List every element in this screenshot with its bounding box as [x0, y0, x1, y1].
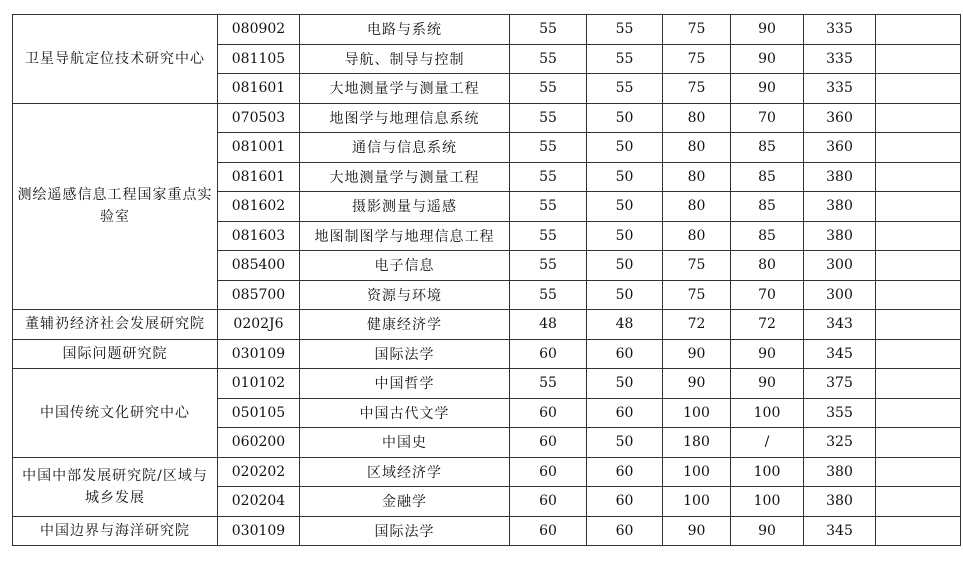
subject4-score-cell: / — [731, 428, 804, 458]
subject2-score-cell: 55 — [587, 15, 663, 45]
program-code-cell: 050105 — [218, 398, 300, 428]
subject4-score-cell: 90 — [731, 74, 804, 104]
subject3-score-cell: 72 — [663, 310, 731, 340]
note-cell — [876, 251, 961, 281]
total-score-cell: 380 — [804, 487, 876, 517]
subject4-score-cell: 85 — [731, 133, 804, 163]
total-score-cell: 360 — [804, 133, 876, 163]
subject4-score-cell: 100 — [731, 398, 804, 428]
table-row — [13, 310, 961, 340]
subject4-score-cell: 100 — [731, 457, 804, 487]
note-cell — [876, 369, 961, 399]
institute-name-cell: 卫星导航定位技术研究中心 — [13, 15, 218, 104]
subject4-score-cell: 72 — [731, 310, 804, 340]
note-cell — [876, 310, 961, 340]
note-cell — [876, 457, 961, 487]
table-row — [13, 457, 961, 487]
note-cell — [876, 280, 961, 310]
subject1-score-cell: 55 — [510, 44, 587, 74]
total-score-cell: 335 — [804, 74, 876, 104]
program-code-cell: 081602 — [218, 192, 300, 222]
subject2-score-cell: 60 — [587, 457, 663, 487]
subject2-score-cell: 50 — [587, 428, 663, 458]
total-score-cell: 360 — [804, 103, 876, 133]
subject3-score-cell: 80 — [663, 133, 731, 163]
note-cell — [876, 74, 961, 104]
major-name-cell: 国际法学 — [300, 339, 510, 369]
total-score-cell: 380 — [804, 192, 876, 222]
subject3-score-cell: 80 — [663, 221, 731, 251]
major-name-cell: 地图制图学与地理信息工程 — [300, 221, 510, 251]
program-code-cell: 081603 — [218, 221, 300, 251]
program-code-cell: 081601 — [218, 74, 300, 104]
subject1-score-cell: 60 — [510, 428, 587, 458]
subject3-score-cell: 75 — [663, 251, 731, 281]
subject3-score-cell: 180 — [663, 428, 731, 458]
subject3-score-cell: 80 — [663, 103, 731, 133]
major-name-cell: 导航、制导与控制 — [300, 44, 510, 74]
note-cell — [876, 133, 961, 163]
subject4-score-cell: 85 — [731, 162, 804, 192]
subject2-score-cell: 50 — [587, 280, 663, 310]
subject3-score-cell: 80 — [663, 162, 731, 192]
program-code-cell: 081001 — [218, 133, 300, 163]
program-code-cell: 081105 — [218, 44, 300, 74]
subject3-score-cell: 80 — [663, 192, 731, 222]
total-score-cell: 343 — [804, 310, 876, 340]
subject1-score-cell: 55 — [510, 15, 587, 45]
note-cell — [876, 103, 961, 133]
subject4-score-cell: 90 — [731, 339, 804, 369]
major-name-cell: 中国史 — [300, 428, 510, 458]
institute-name-cell: 国际问题研究院 — [13, 339, 218, 369]
score-table — [12, 14, 961, 546]
subject1-score-cell: 60 — [510, 457, 587, 487]
subject3-score-cell: 75 — [663, 44, 731, 74]
program-code-cell: 030109 — [218, 516, 300, 546]
subject2-score-cell: 50 — [587, 192, 663, 222]
subject1-score-cell: 55 — [510, 280, 587, 310]
subject1-score-cell: 55 — [510, 221, 587, 251]
program-code-cell: 020202 — [218, 457, 300, 487]
subject4-score-cell: 85 — [731, 192, 804, 222]
major-name-cell: 资源与环境 — [300, 280, 510, 310]
institute-name-cell: 中国传统文化研究中心 — [13, 369, 218, 458]
note-cell — [876, 221, 961, 251]
total-score-cell: 335 — [804, 44, 876, 74]
major-name-cell: 通信与信息系统 — [300, 133, 510, 163]
program-code-cell: 085400 — [218, 251, 300, 281]
major-name-cell: 健康经济学 — [300, 310, 510, 340]
subject2-score-cell: 50 — [587, 221, 663, 251]
subject4-score-cell: 70 — [731, 103, 804, 133]
subject1-score-cell: 55 — [510, 251, 587, 281]
total-score-cell: 325 — [804, 428, 876, 458]
program-code-cell: 081601 — [218, 162, 300, 192]
note-cell — [876, 339, 961, 369]
subject3-score-cell: 90 — [663, 339, 731, 369]
major-name-cell: 中国哲学 — [300, 369, 510, 399]
note-cell — [876, 15, 961, 45]
subject1-score-cell: 60 — [510, 487, 587, 517]
subject1-score-cell: 55 — [510, 162, 587, 192]
subject2-score-cell: 55 — [587, 44, 663, 74]
table-body — [13, 15, 961, 546]
program-code-cell: 030109 — [218, 339, 300, 369]
subject1-score-cell: 55 — [510, 192, 587, 222]
total-score-cell: 380 — [804, 457, 876, 487]
subject3-score-cell: 90 — [663, 369, 731, 399]
subject2-score-cell: 50 — [587, 133, 663, 163]
subject2-score-cell: 50 — [587, 162, 663, 192]
major-name-cell: 地图学与地理信息系统 — [300, 103, 510, 133]
subject2-score-cell: 50 — [587, 103, 663, 133]
subject3-score-cell: 75 — [663, 15, 731, 45]
subject1-score-cell: 60 — [510, 339, 587, 369]
subject2-score-cell: 50 — [587, 251, 663, 281]
subject3-score-cell: 100 — [663, 398, 731, 428]
subject4-score-cell: 85 — [731, 221, 804, 251]
note-cell — [876, 44, 961, 74]
institute-name-cell: 中国边界与海洋研究院 — [13, 516, 218, 546]
note-cell — [876, 398, 961, 428]
subject1-score-cell: 60 — [510, 398, 587, 428]
subject2-score-cell: 60 — [587, 339, 663, 369]
program-code-cell: 060200 — [218, 428, 300, 458]
major-name-cell: 大地测量学与测量工程 — [300, 162, 510, 192]
program-code-cell: 070503 — [218, 103, 300, 133]
major-name-cell: 中国古代文学 — [300, 398, 510, 428]
total-score-cell: 380 — [804, 162, 876, 192]
program-code-cell: 080902 — [218, 15, 300, 45]
subject2-score-cell: 48 — [587, 310, 663, 340]
major-name-cell: 电路与系统 — [300, 15, 510, 45]
subject4-score-cell: 90 — [731, 44, 804, 74]
subject3-score-cell: 75 — [663, 280, 731, 310]
note-cell — [876, 428, 961, 458]
major-name-cell: 大地测量学与测量工程 — [300, 74, 510, 104]
total-score-cell: 375 — [804, 369, 876, 399]
major-name-cell: 区域经济学 — [300, 457, 510, 487]
subject4-score-cell: 70 — [731, 280, 804, 310]
table-row — [13, 103, 961, 133]
major-name-cell: 摄影测量与遥感 — [300, 192, 510, 222]
program-code-cell: 085700 — [218, 280, 300, 310]
total-score-cell: 300 — [804, 280, 876, 310]
subject1-score-cell: 48 — [510, 310, 587, 340]
table-row — [13, 516, 961, 546]
subject2-score-cell: 50 — [587, 369, 663, 399]
institute-name-cell: 测绘遥感信息工程国家重点实验室 — [13, 103, 218, 310]
subject1-score-cell: 55 — [510, 74, 587, 104]
note-cell — [876, 192, 961, 222]
subject3-score-cell: 90 — [663, 516, 731, 546]
note-cell — [876, 516, 961, 546]
subject4-score-cell: 90 — [731, 516, 804, 546]
subject1-score-cell: 55 — [510, 369, 587, 399]
subject1-score-cell: 55 — [510, 133, 587, 163]
subject3-score-cell: 75 — [663, 74, 731, 104]
subject4-score-cell: 80 — [731, 251, 804, 281]
subject3-score-cell: 100 — [663, 487, 731, 517]
total-score-cell: 345 — [804, 516, 876, 546]
subject1-score-cell: 55 — [510, 103, 587, 133]
subject3-score-cell: 100 — [663, 457, 731, 487]
total-score-cell: 380 — [804, 221, 876, 251]
major-name-cell: 国际法学 — [300, 516, 510, 546]
total-score-cell: 300 — [804, 251, 876, 281]
note-cell — [876, 162, 961, 192]
subject1-score-cell: 60 — [510, 516, 587, 546]
note-cell — [876, 487, 961, 517]
subject2-score-cell: 60 — [587, 487, 663, 517]
program-code-cell: 020204 — [218, 487, 300, 517]
table-row — [13, 15, 961, 45]
subject4-score-cell: 90 — [731, 369, 804, 399]
program-code-cell: 010102 — [218, 369, 300, 399]
subject4-score-cell: 90 — [731, 15, 804, 45]
subject2-score-cell: 60 — [587, 516, 663, 546]
major-name-cell: 金融学 — [300, 487, 510, 517]
subject2-score-cell: 60 — [587, 398, 663, 428]
subject4-score-cell: 100 — [731, 487, 804, 517]
program-code-cell: 0202J6 — [218, 310, 300, 340]
institute-name-cell: 中国中部发展研究院/区域与城乡发展 — [13, 457, 218, 516]
table-row — [13, 339, 961, 369]
total-score-cell: 355 — [804, 398, 876, 428]
major-name-cell: 电子信息 — [300, 251, 510, 281]
subject2-score-cell: 55 — [587, 74, 663, 104]
total-score-cell: 345 — [804, 339, 876, 369]
table-row — [13, 369, 961, 399]
institute-name-cell: 董辅礽经济社会发展研究院 — [13, 310, 218, 340]
total-score-cell: 335 — [804, 15, 876, 45]
